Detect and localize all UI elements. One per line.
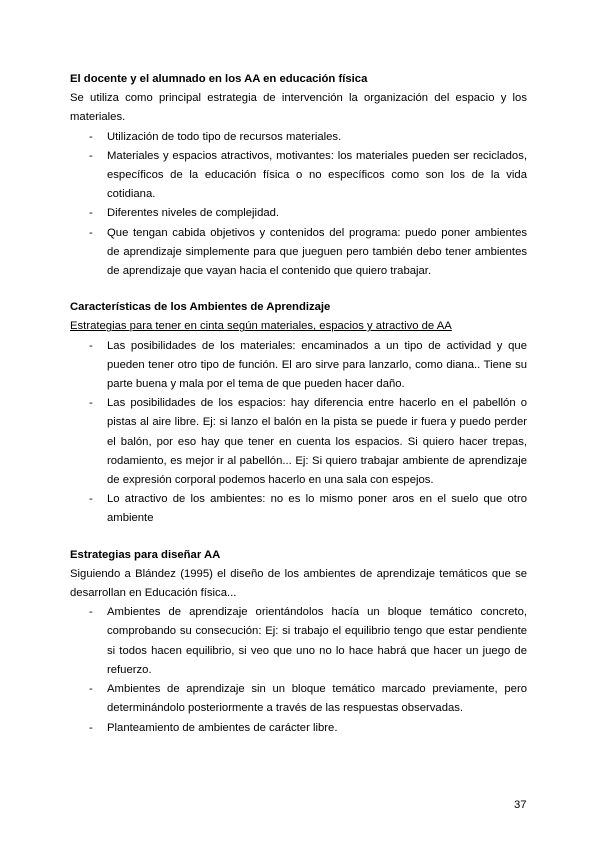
section-intro: Se utiliza como principal estrategia de intervención la organización del espacio y los materiales. [70, 92, 527, 124]
list-item: - Ambientes de aprendizaje orientándolos hacía un bloque temático concreto, comprobando su consecución: Ej: si trabajo el equilibrio tengo que estar pendiente si todos hacen equilibrio, si veo que uno no lo hace habrá que hacer un juego de refuerzo. [70, 603, 527, 680]
section-subtitle: Estrategias para tener en cinta según materiales, espacios y atractivo de AA [70, 320, 452, 333]
list-item: - Materiales y espacios atractivos, motivantes: los materiales pueden ser reciclados, específicos de la educación física o no específicos como son los de la vida cotidiana. [70, 147, 527, 205]
list-item: - Planteamiento de ambientes de carácter libre. [70, 719, 527, 738]
bullet-list [70, 603, 527, 737]
section-intro: Siguiendo a Blández (1995) el diseño de los ambientes de aprendizaje temáticos que se desarrollan en Educación física... [70, 567, 527, 600]
list-item: - Diferentes niveles de complejidad. [70, 204, 527, 223]
list-item: - Lo atractivo de los ambientes: no es lo mismo poner aros en el suelo que otro ambiente [70, 490, 527, 528]
list-item: - Las posibilidades de los espacios: hay diferencia entre hacerlo en el pabellón o pistas al aire libre. Ej: si lanzo el balón en la pista se puede ir fuera y puedo perder el balón, por eso hay que tener en cuenta los espacios. Si quiero hacer trepas, rodamiento, es mejor ir al pabellón... Ej: Si quiero trabajar ambiente de aprendizaje de expresión corporal podemos hacerlo en una sala con espejos. [70, 394, 527, 490]
section-docente-alumnado [70, 70, 527, 281]
section-caracteristicas [70, 298, 527, 528]
list-item: - Utilización de todo tipo de recursos materiales. [70, 128, 527, 147]
page-number: 37 [514, 799, 527, 811]
section-title: Estrategias para diseñar AA [70, 548, 221, 561]
section-estrategias-disenar [70, 546, 527, 738]
page-content [70, 70, 527, 755]
section-title: Características de los Ambientes de Aprendizaje [70, 301, 331, 314]
list-item: - Que tengan cabida objetivos y contenidos del programa: puedo poner ambientes de aprendizaje simplemente para que jueguen pero también debo tener ambientes de aprendizaje que vayan hacia el contenido que quiero trabajar. [70, 224, 527, 282]
bullet-list [70, 337, 527, 529]
bullet-list [70, 128, 527, 282]
list-item: - Ambientes de aprendizaje sin un bloque temático marcado previamente, pero determinándolo posteriormente a través de las respuestas observadas. [70, 680, 527, 718]
list-item: - Las posibilidades de los materiales: encaminados a un tipo de actividad y que pueden tener otro tipo de función. El aro sirve para lanzarlo, como diana.. Tiene su parte buena y mala por el tema de que pueden hacer daño. [70, 337, 527, 395]
section-title: El docente y el alumnado en los AA en educación física [70, 73, 368, 85]
